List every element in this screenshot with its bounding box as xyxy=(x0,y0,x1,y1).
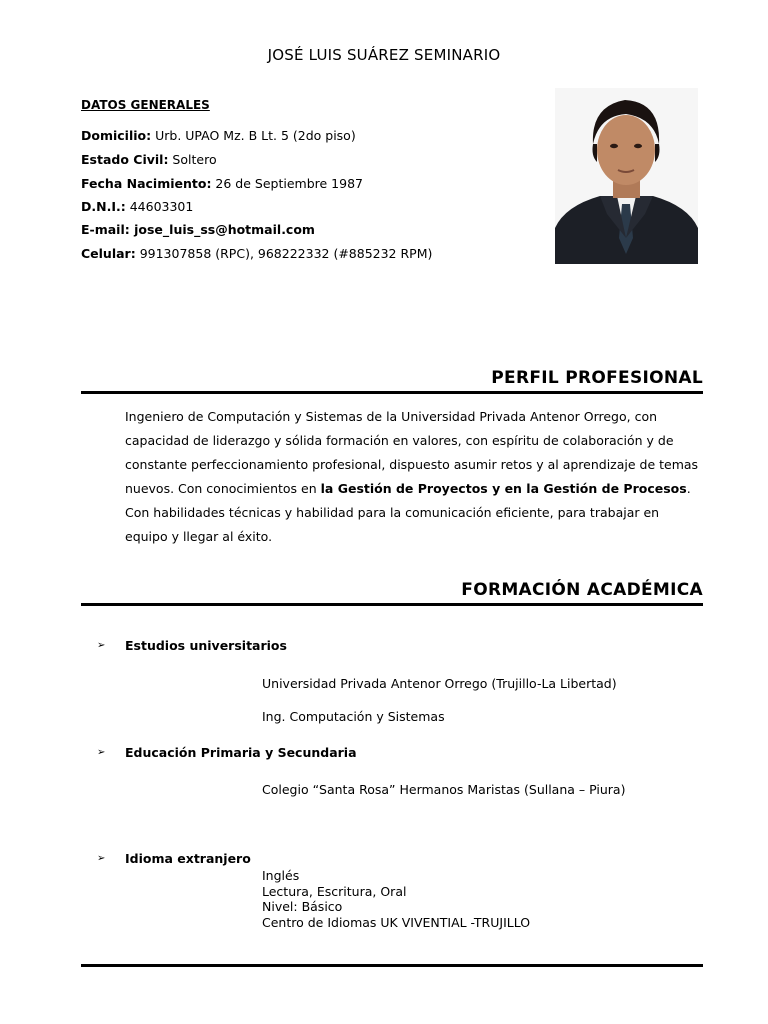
dni-label: D.N.I.: xyxy=(81,199,126,214)
formacion-divider xyxy=(81,603,703,606)
fecha-label: Fecha Nacimiento: xyxy=(81,176,212,191)
perfil-text-2: . Con habilidades técnicas y habilidad para la comunicación eficiente, para trabajar en equipo y llegar al éxito. xyxy=(125,481,691,544)
perfil-text-1: Ingeniero de Computación y Sistemas de la Universidad Privada Antenor Orrego, con capacidad de liderazgo y sólida formación en valores, con espíritu de colaboración y de constante perfeccionamiento profesional, dispuesto asumir retos y al aprendizaje de temas nuevos. Con conocimientos en xyxy=(125,409,699,496)
datos-generales-heading: DATOS GENERALES xyxy=(81,98,210,112)
estado-civil-label: Estado Civil: xyxy=(81,152,169,167)
carrera-line: Ing. Computación y Sistemas xyxy=(262,709,445,724)
estado-civil-line xyxy=(81,152,217,167)
universidad-line: Universidad Privada Antenor Orrego (Trujillo-La Libertad) xyxy=(262,676,617,691)
bullet-arrow-icon: ➢ xyxy=(97,640,106,651)
fecha-value: 26 de Septiembre 1987 xyxy=(211,176,363,191)
dni-value: 44603301 xyxy=(125,199,194,214)
idioma-line: Inglés xyxy=(262,868,300,883)
profile-photo xyxy=(555,88,698,264)
portrait-image xyxy=(555,88,698,264)
perfil-profesional-title: PERFIL PROFESIONAL xyxy=(491,368,703,388)
idioma-line: Lectura, Escritura, Oral xyxy=(262,883,407,899)
perfil-divider xyxy=(81,391,703,394)
bottom-divider xyxy=(81,964,703,967)
estado-civil-value: Soltero xyxy=(168,152,217,167)
candidate-name: JOSÉ LUIS SUÁREZ SEMINARIO xyxy=(267,46,501,64)
educacion-primaria-heading: Educación Primaria y Secundaria xyxy=(125,745,357,760)
domicilio-label: Domicilio: xyxy=(81,128,152,143)
formacion-academica-title: FORMACIÓN ACADÉMICA xyxy=(461,580,703,600)
celular-line xyxy=(81,246,432,261)
celular-label: Celular: xyxy=(81,246,136,261)
idioma-details xyxy=(262,868,530,930)
perfil-text-bold: la Gestión de Proyectos y en la Gestión de Procesos xyxy=(320,481,687,496)
fecha-nacimiento-line xyxy=(81,176,363,191)
email-label: E-mail: xyxy=(81,222,130,237)
estudios-universitarios-heading: Estudios universitarios xyxy=(125,638,287,653)
celular-value: 991307858 (RPC), 968222332 (#885232 RPM) xyxy=(135,246,433,261)
dni-line xyxy=(81,199,193,214)
idioma-line: Centro de Idiomas UK VIVENTIAL -TRUJILLO xyxy=(262,914,531,930)
domicilio-line xyxy=(81,128,356,143)
domicilio-value: Urb. UPAO Mz. B Lt. 5 (2do piso) xyxy=(151,128,356,143)
idioma-line: Nivel: Básico xyxy=(262,899,343,914)
colegio-line: Colegio “Santa Rosa” Hermanos Maristas (Sullana – Piura) xyxy=(262,782,626,797)
email-value: jose_luis_ss@hotmail.com xyxy=(129,222,315,237)
bullet-arrow-icon: ➢ xyxy=(97,853,106,864)
perfil-paragraph xyxy=(125,405,705,549)
email-line xyxy=(81,222,315,237)
bullet-arrow-icon: ➢ xyxy=(97,747,106,758)
idioma-extranjero-heading: Idioma extranjero xyxy=(125,851,251,866)
